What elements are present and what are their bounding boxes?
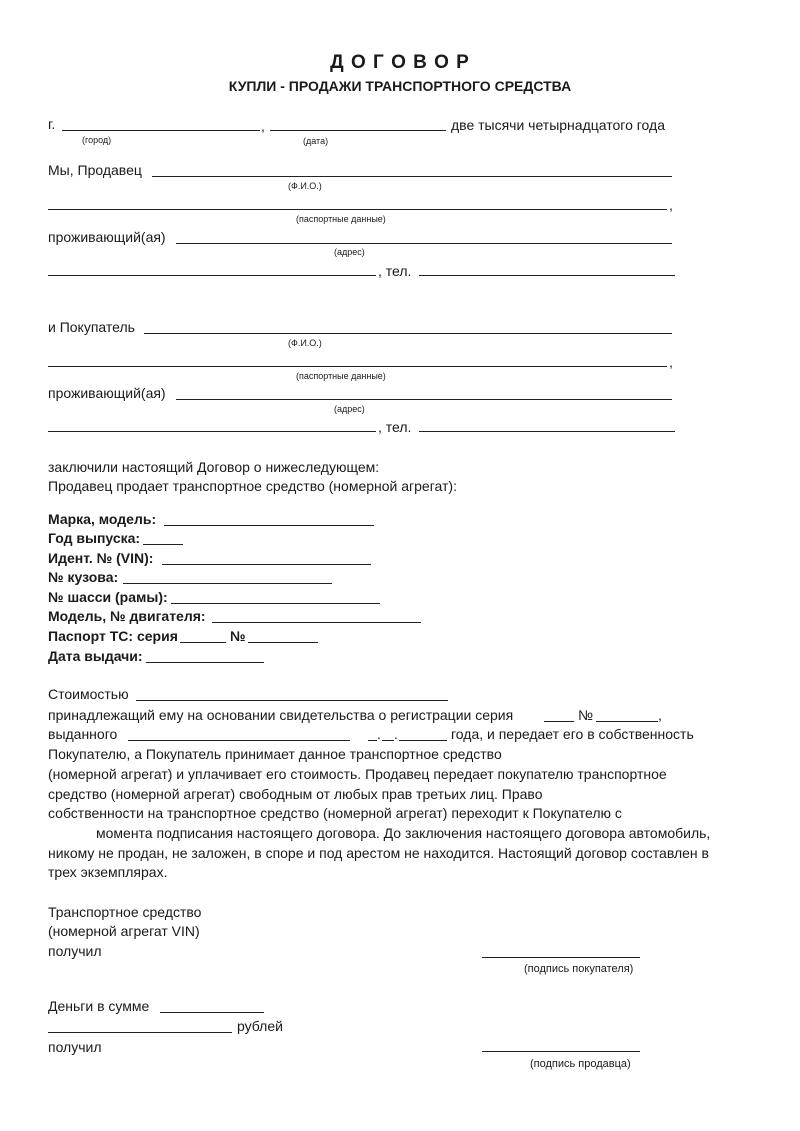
date-dot-1: . (377, 726, 381, 742)
seller-phone-line[interactable] (419, 275, 675, 276)
issue-date-line[interactable] (146, 662, 264, 663)
owned-text: принадлежащий ему на основании свидетельства о регистрации серия (48, 707, 514, 723)
date-dot-2: . (394, 726, 398, 742)
engine-label: Модель, № двигателя: (48, 608, 206, 624)
body-paragraph-line-1: Покупателю, а Покупатель принимает данное транспортное средство (48, 746, 502, 762)
seller-signature-line[interactable] (482, 1051, 640, 1052)
body-paragraph-line-2: (номерной агрегат) и уплачивает его стоимость. Продавец передает покупателю транспортное (48, 766, 667, 782)
seller-phone-label: , тел. (378, 263, 412, 279)
buyer-name-line[interactable] (144, 333, 672, 334)
money-words-line[interactable] (48, 1032, 232, 1033)
engine-line[interactable] (212, 622, 421, 623)
body-no-label: № кузова: (48, 569, 119, 585)
receipt-received-2: получил (48, 1039, 102, 1055)
intro-line-1: заключили настоящий Договор о нижеследующем: (48, 459, 380, 475)
buyer-address-line[interactable] (176, 399, 672, 400)
buyer-phone-line[interactable] (419, 431, 675, 432)
receipt-received-1: получил (48, 943, 102, 959)
receipt-vehicle-line-2: (номерной агрегат VIN) (48, 923, 200, 939)
document-title: Д О Г О В О Р (330, 52, 470, 73)
registration-comma: , (658, 707, 662, 723)
buyer-phone-label: , тел. (378, 419, 412, 435)
vin-label: Идент. № (VIN): (48, 550, 154, 566)
seller-address-line[interactable] (176, 243, 672, 244)
issued-month-line[interactable] (382, 740, 394, 741)
seller-address-hint: (адрес) (334, 247, 365, 257)
make-model-line[interactable] (164, 525, 374, 526)
passport-series-label: Паспорт ТС: серия (48, 628, 178, 644)
rubles-label: рублей (237, 1018, 283, 1034)
date-line[interactable] (270, 130, 446, 131)
seller-label: Мы, Продавец (48, 162, 142, 178)
chassis-no-line[interactable] (171, 603, 380, 604)
city-line[interactable] (62, 130, 260, 131)
buyer-address-hint: (адрес) (334, 404, 365, 414)
seller-name-line[interactable] (152, 176, 672, 177)
city-prefix: г. (48, 116, 56, 132)
passport-no-label: № (230, 628, 246, 644)
seller-passport-line[interactable] (48, 209, 667, 210)
issued-day-line[interactable] (368, 740, 377, 741)
registration-series-line[interactable] (544, 721, 574, 722)
year-text: две тысячи четырнадцатого года (451, 117, 665, 133)
seller-passport-hint: (паспортные данные) (296, 214, 386, 224)
date-hint: (дата) (303, 136, 329, 146)
buyer-passport-line[interactable] (48, 366, 667, 367)
issue-date-label: Дата выдачи: (48, 648, 143, 664)
buyer-resides-label: проживающий(ая) (48, 385, 166, 401)
buyer-passport-hint: (паспортные данные) (296, 371, 386, 381)
issued-year-line[interactable] (399, 740, 447, 741)
registration-no-line[interactable] (596, 721, 658, 722)
money-label: Деньги в сумме (48, 998, 150, 1014)
passport-series-line[interactable] (180, 642, 226, 643)
buyer-trailing-comma: , (669, 354, 673, 370)
seller-resides-label: проживающий(ая) (48, 229, 166, 245)
body-paragraph-line-4: собственности на транспортное средство (номерной агрегат) переходит к Покупателю с (48, 805, 622, 821)
intro-line-2: Продавец продает транспортное средство (номерной агрегат): (48, 478, 457, 494)
body-paragraph-line-6: никому не продан, не заложен, в споре и под арестом не находится. Настоящий договор составлен в (48, 845, 709, 861)
cost-label: Стоимостью (48, 686, 129, 702)
city-comma: , (261, 118, 265, 134)
body-paragraph-line-3: средство (номерной агрегат) свободным от любых прав третьих лиц. Право (48, 786, 543, 802)
seller-trailing-comma: , (669, 197, 673, 213)
year-line[interactable] (143, 544, 183, 545)
body-paragraph-line-5: момента подписания настоящего договора. До заключения настоящего договора автомобиль, (96, 825, 711, 841)
document-subtitle: КУПЛИ - ПРОДАЖИ ТРАНСПОРТНОГО СРЕДСТВА (228, 78, 572, 94)
money-amount-line[interactable] (160, 1012, 264, 1013)
issued-by-line[interactable] (128, 740, 350, 741)
vin-line[interactable] (162, 564, 371, 565)
buyer-signature-hint: (подпись покупателя) (524, 963, 634, 975)
seller-name-hint: (Ф.И.О.) (288, 181, 322, 191)
buyer-signature-line[interactable] (482, 957, 640, 958)
body-paragraph-line-7: трех экземплярах. (48, 864, 168, 880)
buyer-address-line-2[interactable] (48, 431, 376, 432)
buyer-label: и Покупатель (48, 319, 135, 335)
receipt-vehicle-line-1: Транспортное средство (48, 904, 202, 920)
chassis-no-label: № шасси (рамы): (48, 589, 168, 605)
year-label: Год выпуска: (48, 530, 141, 546)
issued-rest: года, и передает его в собственность (451, 726, 694, 742)
body-no-line[interactable] (123, 583, 332, 584)
city-hint: (город) (82, 135, 112, 145)
seller-signature-hint: (подпись продавца) (530, 1058, 631, 1070)
issued-label: выданного (48, 726, 118, 742)
buyer-name-hint: (Ф.И.О.) (288, 338, 322, 348)
make-model-label: Марка, модель: (48, 511, 157, 527)
passport-no-line[interactable] (248, 642, 318, 643)
seller-address-line-2[interactable] (48, 275, 376, 276)
registration-no-label: № (578, 707, 594, 723)
cost-line[interactable] (136, 700, 448, 701)
